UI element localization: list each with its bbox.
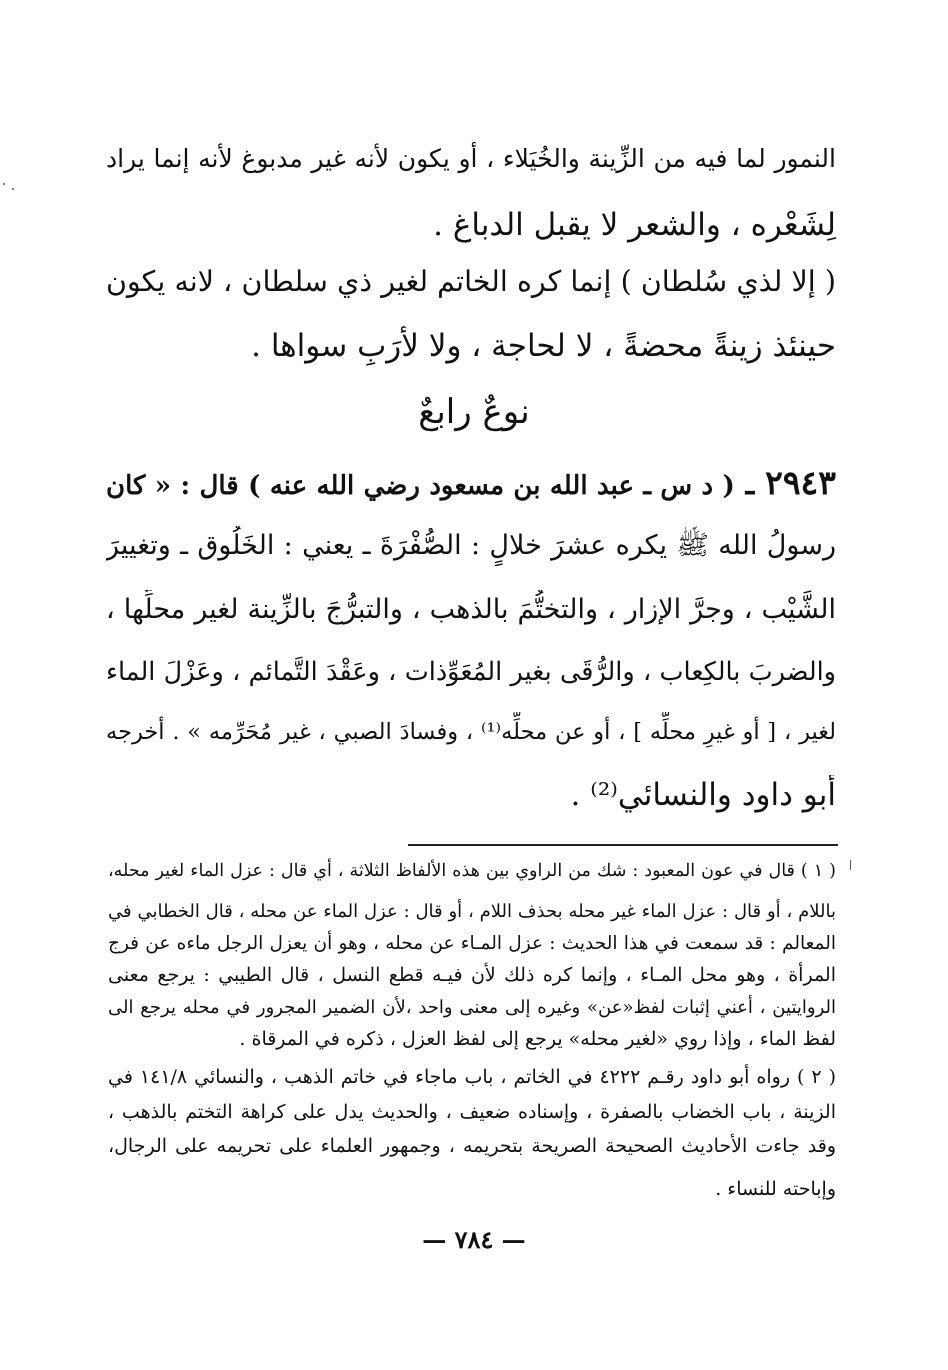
footnote-1-line: ( ١ ) قال في عون المعبود : شك من الراوي بين هذه الألفاظ الثلاثة ، أي قال : عزل الماء لغير محله، xyxy=(108,861,836,881)
footnote-2-line: وإباحته للنساء . xyxy=(715,1178,836,1200)
hadith-header xyxy=(106,462,836,507)
footnote-2-line: الزينة ، باب الخضاب بالصفرة ، وإسناده ضعيف ، والحديث يدل على كراهة التختم بالذهب ، xyxy=(108,1101,836,1123)
footnote-1-line: المرأة ، وهو محل المـاء ، وإنما كره ذلك لأن فيـه قطع النسل ، قال الطيبي : يرجع معنى xyxy=(108,964,836,986)
section-heading: نوعٌ رابعٌ xyxy=(418,392,530,432)
footnote-2-line: وقد جاءت الأحاديث الصحيحة الصريحة بتحريمه ، وجمهور العلماء على تحريمه على الرجال، xyxy=(108,1135,836,1157)
scan-speck xyxy=(12,188,14,190)
hadith-number: ٢٩٤٣ xyxy=(765,463,837,502)
footnote-divider xyxy=(408,844,838,846)
hadith-dash: ـ xyxy=(745,466,755,501)
hadith-text-line: الشَّيْب ، وجرَّ الإزار ، والتختُّمَ بالذهب ، والتبرُّجَ بالزِّينة لغير محلِّها ، xyxy=(106,594,836,625)
footnote-1-line: باللام ، أو قال : عزل الماء غير محله بحذف اللام ، أو قال : عزل الماء عن محله ، قال الخطابي في xyxy=(108,901,836,922)
main-text-line: لِشَعْره ، والشعر لا يقبل الدباغ . xyxy=(433,207,836,243)
hadith-text-line: والضربَ بالكِعاب ، والرُّقَى بغير المُعَوِّذات ، وعَقْدَ التَّمائم ، وعَزْلَ الماء xyxy=(106,657,836,687)
hadith-chain: ( د س ـ عبد الله بن مسعود رضي الله عنه ) قال : « كان xyxy=(106,471,735,501)
scan-speck xyxy=(3,183,5,185)
scan-speck xyxy=(850,860,851,870)
footnote-1-line: لفظ الماء ، وإذا روي «لغير محله» يرجع إلى لفظ العزل ، ذكره في المرقاة . xyxy=(239,1028,836,1050)
main-text-line: حينئذ زينةً محضةً ، لا لحاجة ، ولا لأرَبٍ سواها . xyxy=(251,328,836,364)
hadith-text-line: رسولُ الله ﷺ يكره عشرَ خلالٍ : الصُّفْرَةَ ـ يعني : الخَلُوق ـ وتغييرَ xyxy=(106,530,836,561)
page-number: — ٧٨٤ — xyxy=(422,1225,526,1254)
footnote-2-line: ( ٢ ) رواه أبو داود رقـم ٤٢٢٢ في الخاتم ، باب ماجاء في خاتم الذهب ، والنسائي ١٤١/٨ في xyxy=(108,1066,836,1088)
hadith-text-line: أبو داود والنسائي⁽²⁾ . xyxy=(570,777,836,813)
footnote-1-line: الروايتين ، أعني إثبات لفظ«عن» وغيره إلى معنى واحد ،لأن الضمير المجرور في محله يرجع الى xyxy=(108,997,836,1018)
main-text-line: النمور لما فيه من الزِّينة والخُيَلاء ، أو يكون لأنه غير مدبوغ لأنه إنما يراد xyxy=(106,144,836,173)
main-text-line: ( إلا لذي سُلطان ) إنما كره الخاتم لغير ذي سلطان ، لانه يكون xyxy=(106,265,836,298)
hadith-text-line: لغير ، [ أو غيرِ محلِّه ] ، أو عن محلِّه⁽¹⁾ ، وفسادَ الصبي ، غير مُحَرِّمه » . أخرجه xyxy=(106,719,836,745)
footnote-1-line: المعالم : قد سمعت في هذا الحديث : عزل المـاء عن محله ، وهو أن يعزل الرجل ماءه عن فرج xyxy=(108,933,836,954)
